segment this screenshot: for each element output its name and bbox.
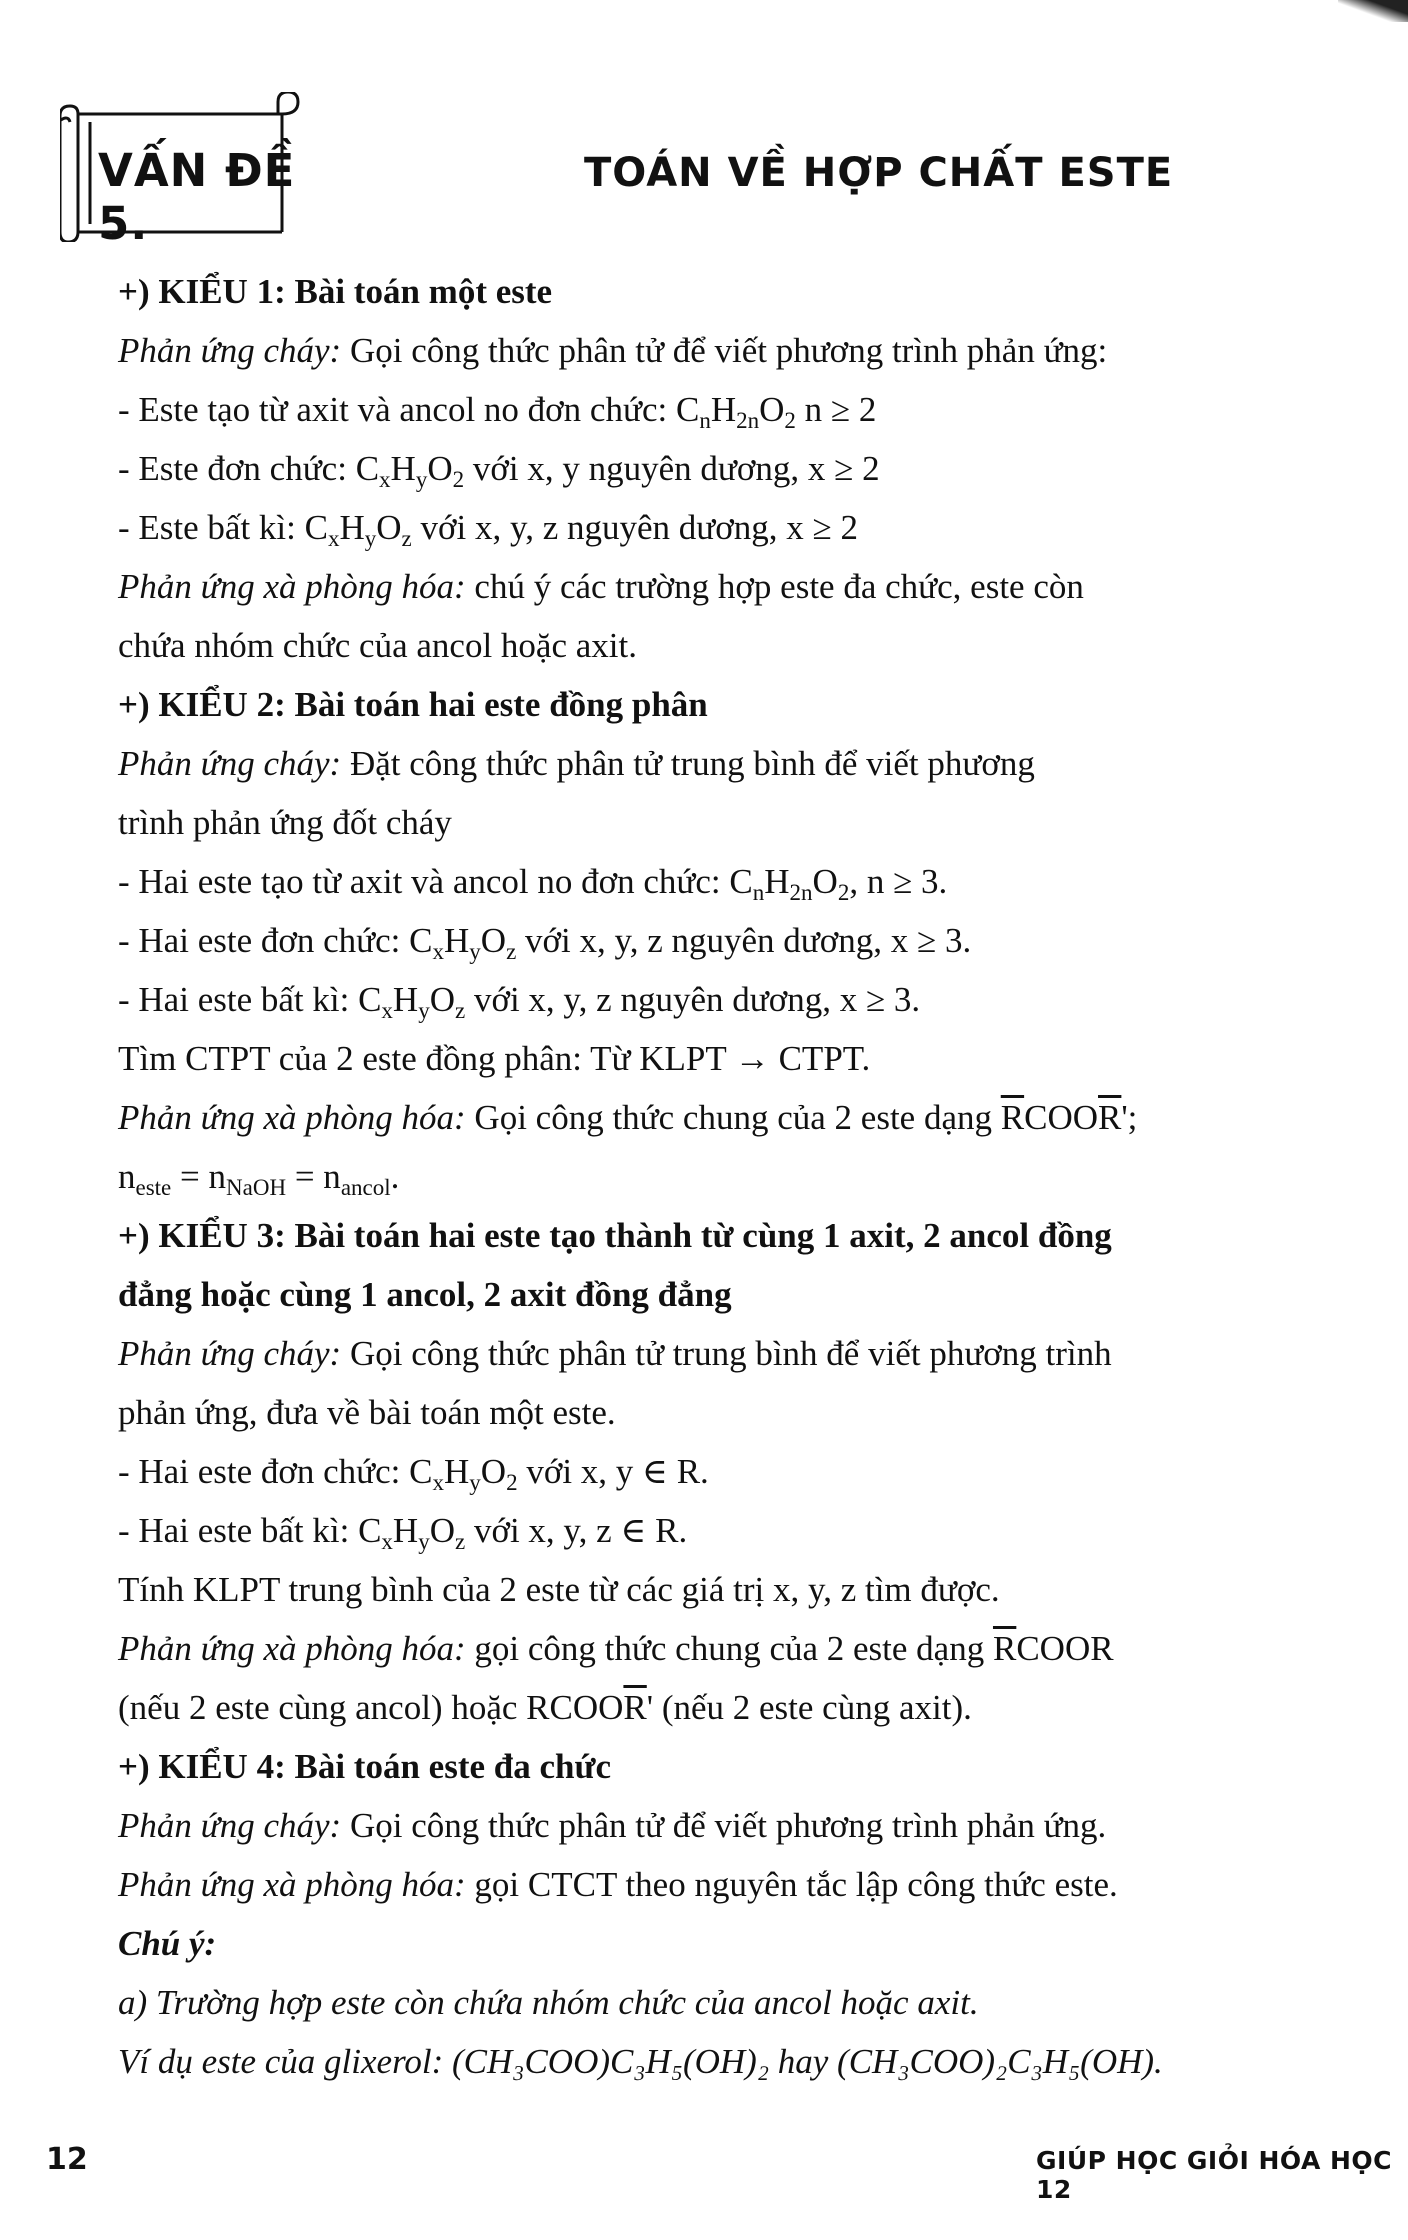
- text: với x, y ∈ R.: [517, 1452, 709, 1491]
- text: ';: [1121, 1098, 1138, 1137]
- text: (nếu 2 este cùng ancol) hoặc RCOO: [118, 1688, 624, 1727]
- formula: $C_xH_yO_z$: [358, 980, 466, 1023]
- text: Gọi công thức chung của 2 este dạng: [465, 1098, 1001, 1137]
- italic-term: Phản ứng cháy:: [118, 1334, 342, 1373]
- text: gọi CTCT theo nguyên tắc lập công thức este.: [465, 1865, 1118, 1904]
- text: với x, y, z nguyên dương, x ≥ 3.: [465, 980, 921, 1019]
- italic-term: Phản ứng xà phòng hóa:: [118, 1629, 466, 1668]
- paragraph-line: [118, 1796, 1348, 1855]
- page-number: 12: [46, 2142, 88, 2177]
- paragraph-line: [118, 1088, 1348, 1147]
- list-item: [118, 911, 1348, 970]
- italic-term: Phản ứng xà phòng hóa:: [118, 1098, 466, 1137]
- text: - Hai este đơn chức:: [118, 1452, 410, 1491]
- chapter-label: VẤN ĐỀ 5.: [98, 144, 296, 250]
- italic-term: Phản ứng cháy:: [118, 331, 342, 370]
- formula-r-bar: $\overline{R}$: [1000, 1098, 1025, 1137]
- text: - Hai este bất kì:: [118, 980, 359, 1019]
- formula-line: $n_{este} = n_{NaOH} = n_{ancol}$.: [118, 1157, 400, 1200]
- list-item: [118, 439, 1348, 498]
- text: ' (nếu 2 este cùng axit).: [646, 1688, 972, 1727]
- list-item: [118, 970, 1348, 1029]
- paragraph-line: [118, 1619, 1348, 1678]
- text: Gọi công thức phân tử trung bình để viết phương trình: [341, 1334, 1112, 1373]
- list-item: [118, 1501, 1348, 1560]
- italic-term: Phản ứng xà phòng hóa:: [118, 567, 466, 606]
- paragraph-line: Tính KLPT trung bình của 2 este từ các giá trị x, y, z tìm được.: [118, 1570, 1000, 1609]
- text: - Hai este tạo từ axit và ancol no đơn chức:: [118, 862, 730, 901]
- section-heading-3-cont: đẳng hoặc cùng 1 ancol, 2 axit đồng đẳng: [118, 1275, 732, 1314]
- example-line: Ví dụ este của glixerol: (CH₃COO)C₃H₅(OH)₂ hay (CH₃COO)₂C₃H₅(OH).: [118, 2042, 1163, 2081]
- paragraph-line: trình phản ứng đốt cháy: [118, 803, 452, 842]
- paragraph-line: [118, 557, 1348, 616]
- formula: $C_xH_yO_z$: [409, 921, 517, 964]
- page-body: [118, 262, 1348, 2091]
- text: - Este bất kì:: [118, 508, 305, 547]
- formula-r-bar: $\overline{R}$: [1098, 1098, 1122, 1137]
- page-corner-shadow: [1338, 0, 1408, 22]
- text: Đặt công thức phân tử trung bình để viết phương: [341, 744, 1035, 783]
- note-item-a: a) Trường hợp este còn chứa nhóm chức của ancol hoặc axit.: [118, 1983, 979, 2022]
- paragraph-line: chứa nhóm chức của ancol hoặc axit.: [118, 626, 637, 665]
- list-item: [118, 380, 1348, 439]
- paragraph-line: [118, 1324, 1348, 1383]
- paragraph-line: [118, 1855, 1348, 1914]
- italic-term: Phản ứng xà phòng hóa:: [118, 1865, 466, 1904]
- list-item: [118, 498, 1348, 557]
- book-title: GIÚP HỌC GIỎI HÓA HỌC 12: [1036, 2146, 1393, 2204]
- paragraph-line: [118, 734, 1348, 793]
- formula: $C_xH_yO_z$: [304, 508, 412, 551]
- formula-r-bar: $\overline{R}$: [623, 1688, 647, 1727]
- chapter-banner: [60, 92, 340, 250]
- chapter-title: TOÁN VỀ HỢP CHẤT ESTE: [584, 150, 1174, 196]
- text: , n ≥ 3.: [849, 862, 948, 901]
- italic-term: Phản ứng cháy:: [118, 744, 342, 783]
- text: n ≥ 2: [804, 390, 877, 429]
- formula: $C_nH_{2n}O_2$: [675, 390, 796, 433]
- text: - Este tạo từ axit và ancol no đơn chức:: [118, 390, 676, 429]
- paragraph-line: [118, 1678, 1348, 1737]
- text: Gọi công thức phân tử để viết phương trình phản ứng:: [341, 331, 1108, 370]
- section-heading-2: +) KIỂU 2: Bài toán hai este đồng phân: [118, 685, 708, 724]
- text: Gọi công thức phân tử để viết phương trình phản ứng.: [341, 1806, 1107, 1845]
- section-heading-1: +) KIỂU 1: Bài toán một este: [118, 272, 553, 311]
- formula: $C_xH_yO_2$: [355, 449, 465, 492]
- italic-term: Phản ứng cháy:: [118, 1806, 342, 1845]
- formula-r-bar: $\overline{R}$: [992, 1629, 1017, 1668]
- paragraph-line: Tìm CTPT của 2 este đồng phân: Từ KLPT → CTPT.: [118, 1039, 871, 1078]
- section-heading-4: +) KIỂU 4: Bài toán este đa chức: [118, 1747, 612, 1786]
- text: với x, y nguyên dương, x ≥ 2: [464, 449, 880, 488]
- formula: $C_xH_yO_z$: [358, 1511, 466, 1554]
- text: gọi công thức chung của 2 este dạng: [465, 1629, 993, 1668]
- formula: COOR: [1016, 1629, 1114, 1668]
- text: chú ý các trường hợp este đa chức, este còn: [465, 567, 1084, 606]
- section-heading-3: +) KIỂU 3: Bài toán hai este tạo thành từ cùng 1 axit, 2 ancol đồng: [118, 1216, 1112, 1255]
- paragraph-line: phản ứng, đưa về bài toán một este.: [118, 1393, 616, 1432]
- formula: COO: [1024, 1098, 1099, 1137]
- list-item: [118, 852, 1348, 911]
- text: - Hai este bất kì:: [118, 1511, 359, 1550]
- text: với x, y, z nguyên dương, x ≥ 2: [411, 508, 858, 547]
- list-item: [118, 1442, 1348, 1501]
- text: với x, y, z ∈ R.: [465, 1511, 688, 1550]
- text: - Este đơn chức:: [118, 449, 356, 488]
- formula: $C_nH_{2n}O_2$: [729, 862, 850, 905]
- note-heading: Chú ý:: [118, 1924, 217, 1963]
- formula: $C_xH_yO_2$: [409, 1452, 518, 1495]
- text: với x, y, z nguyên dương, x ≥ 3.: [516, 921, 972, 960]
- text: - Hai este đơn chức:: [118, 921, 410, 960]
- paragraph-line: [118, 321, 1348, 380]
